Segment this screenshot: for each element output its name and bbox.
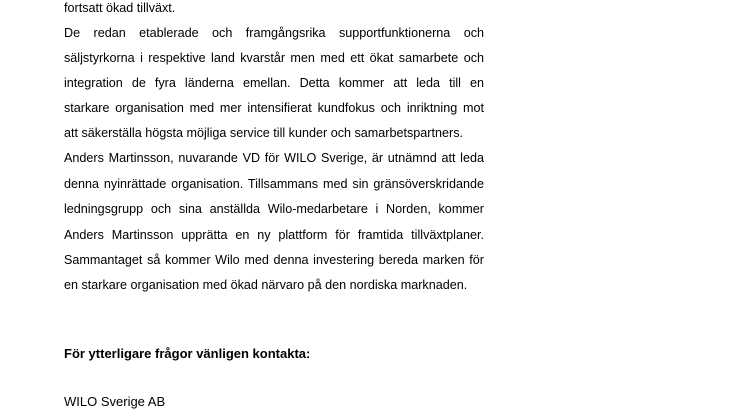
paragraph-line: starkare organisation med mer intensifierat kundfokus och inriktning mot <box>64 101 484 115</box>
paragraph-line: att säkerställa högsta möjliga service till kunder och samarbetspartners. <box>64 126 463 140</box>
paragraph-line: Anders Martinsson, nuvarande VD för WILO Sverige, är utnämnd att leda <box>64 151 484 165</box>
contact-heading: För ytterligare frågor vänligen kontakta: <box>64 346 311 361</box>
company-name: WILO Sverige AB <box>64 394 166 409</box>
paragraph-line: denna nyinrättade organisation. Tillsammans med sin gränsöverskridande <box>64 177 484 191</box>
paragraph-line: en starkare organisation med ökad närvaro på den nordiska marknaden. <box>64 278 468 292</box>
paragraph-line: ledningsgrupp och sina anställda Wilo-medarbetare i Norden, kommer <box>64 202 484 216</box>
paragraph-line: integration de fyra länderna emellan. Detta kommer att leda till en <box>64 76 484 90</box>
paragraph-line: fortsatt ökad tillväxt. <box>64 1 176 15</box>
paragraph-line: säljstyrkorna i respektive land kvarstår men med ett ökat samarbete och <box>64 51 484 65</box>
paragraph-line: Sammantaget så kommer Wilo med denna investering bereda marken för <box>64 253 484 267</box>
paragraph-line: De redan etablerade och framgångsrika supportfunktionerna och <box>64 26 484 40</box>
paragraph-line: Anders Martinsson upprätta en ny plattform för framtida tillväxtplaner. <box>64 228 484 242</box>
